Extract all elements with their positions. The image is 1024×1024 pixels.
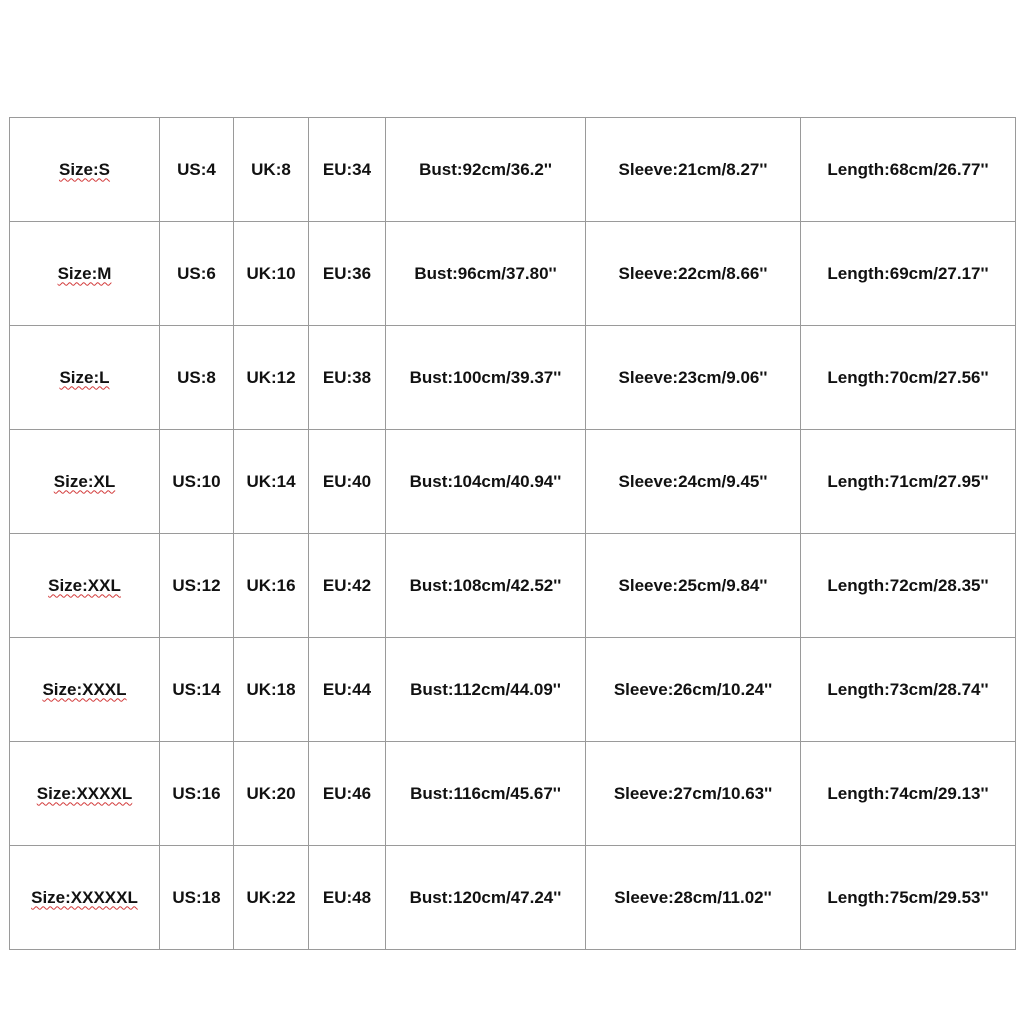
uk-size-cell: UK:10 <box>234 222 309 326</box>
size-cell <box>10 118 160 222</box>
table-row <box>10 430 1016 534</box>
eu-size-cell: EU:34 <box>309 118 386 222</box>
table-row <box>10 118 1016 222</box>
size-label: Size:XXXL <box>42 679 127 699</box>
size-cell <box>10 430 160 534</box>
table-row <box>10 222 1016 326</box>
bust-cell: Bust:116cm/45.67'' <box>386 742 586 846</box>
bust-cell: Bust:108cm/42.52'' <box>386 534 586 638</box>
us-size-cell: US:16 <box>160 742 234 846</box>
size-label: Size:XXXXXL <box>31 887 138 907</box>
size-cell <box>10 222 160 326</box>
size-cell <box>10 846 160 950</box>
eu-size-cell: EU:38 <box>309 326 386 430</box>
sleeve-cell: Sleeve:28cm/11.02'' <box>586 846 801 950</box>
eu-size-cell: EU:48 <box>309 846 386 950</box>
sleeve-cell: Sleeve:23cm/9.06'' <box>586 326 801 430</box>
length-cell: Length:73cm/28.74'' <box>801 638 1016 742</box>
bust-cell: Bust:92cm/36.2'' <box>386 118 586 222</box>
bust-cell: Bust:104cm/40.94'' <box>386 430 586 534</box>
size-cell <box>10 326 160 430</box>
size-label: Size:XXXXL <box>36 783 133 803</box>
us-size-cell: US:14 <box>160 638 234 742</box>
uk-size-cell: UK:12 <box>234 326 309 430</box>
uk-size-cell: UK:22 <box>234 846 309 950</box>
size-cell <box>10 638 160 742</box>
sleeve-cell: Sleeve:24cm/9.45'' <box>586 430 801 534</box>
us-size-cell: US:18 <box>160 846 234 950</box>
size-label: Size:L <box>59 367 110 387</box>
bust-cell: Bust:112cm/44.09'' <box>386 638 586 742</box>
sleeve-cell: Sleeve:22cm/8.66'' <box>586 222 801 326</box>
bust-cell: Bust:96cm/37.80'' <box>386 222 586 326</box>
size-cell <box>10 534 160 638</box>
length-cell: Length:74cm/29.13'' <box>801 742 1016 846</box>
sleeve-cell: Sleeve:21cm/8.27'' <box>586 118 801 222</box>
length-cell: Length:75cm/29.53'' <box>801 846 1016 950</box>
size-label: Size:XL <box>53 471 116 491</box>
us-size-cell: US:6 <box>160 222 234 326</box>
sleeve-cell: Sleeve:26cm/10.24'' <box>586 638 801 742</box>
table-row <box>10 326 1016 430</box>
table-row <box>10 742 1016 846</box>
uk-size-cell: UK:20 <box>234 742 309 846</box>
us-size-cell: US:10 <box>160 430 234 534</box>
length-cell: Length:69cm/27.17'' <box>801 222 1016 326</box>
bust-cell: Bust:100cm/39.37'' <box>386 326 586 430</box>
uk-size-cell: UK:18 <box>234 638 309 742</box>
table-row <box>10 846 1016 950</box>
sleeve-cell: Sleeve:27cm/10.63'' <box>586 742 801 846</box>
uk-size-cell: UK:8 <box>234 118 309 222</box>
eu-size-cell: EU:42 <box>309 534 386 638</box>
eu-size-cell: EU:46 <box>309 742 386 846</box>
size-chart-table <box>9 117 1016 950</box>
size-label: Size:M <box>57 263 112 283</box>
size-chart-body <box>10 118 1016 950</box>
uk-size-cell: UK:14 <box>234 430 309 534</box>
length-cell: Length:68cm/26.77'' <box>801 118 1016 222</box>
bust-cell: Bust:120cm/47.24'' <box>386 846 586 950</box>
length-cell: Length:71cm/27.95'' <box>801 430 1016 534</box>
size-label: Size:S <box>58 159 111 179</box>
sleeve-cell: Sleeve:25cm/9.84'' <box>586 534 801 638</box>
size-label: Size:XXL <box>48 575 121 595</box>
us-size-cell: US:8 <box>160 326 234 430</box>
eu-size-cell: EU:40 <box>309 430 386 534</box>
table-row <box>10 638 1016 742</box>
size-cell <box>10 742 160 846</box>
eu-size-cell: EU:36 <box>309 222 386 326</box>
us-size-cell: US:12 <box>160 534 234 638</box>
length-cell: Length:70cm/27.56'' <box>801 326 1016 430</box>
uk-size-cell: UK:16 <box>234 534 309 638</box>
table-row <box>10 534 1016 638</box>
us-size-cell: US:4 <box>160 118 234 222</box>
length-cell: Length:72cm/28.35'' <box>801 534 1016 638</box>
eu-size-cell: EU:44 <box>309 638 386 742</box>
